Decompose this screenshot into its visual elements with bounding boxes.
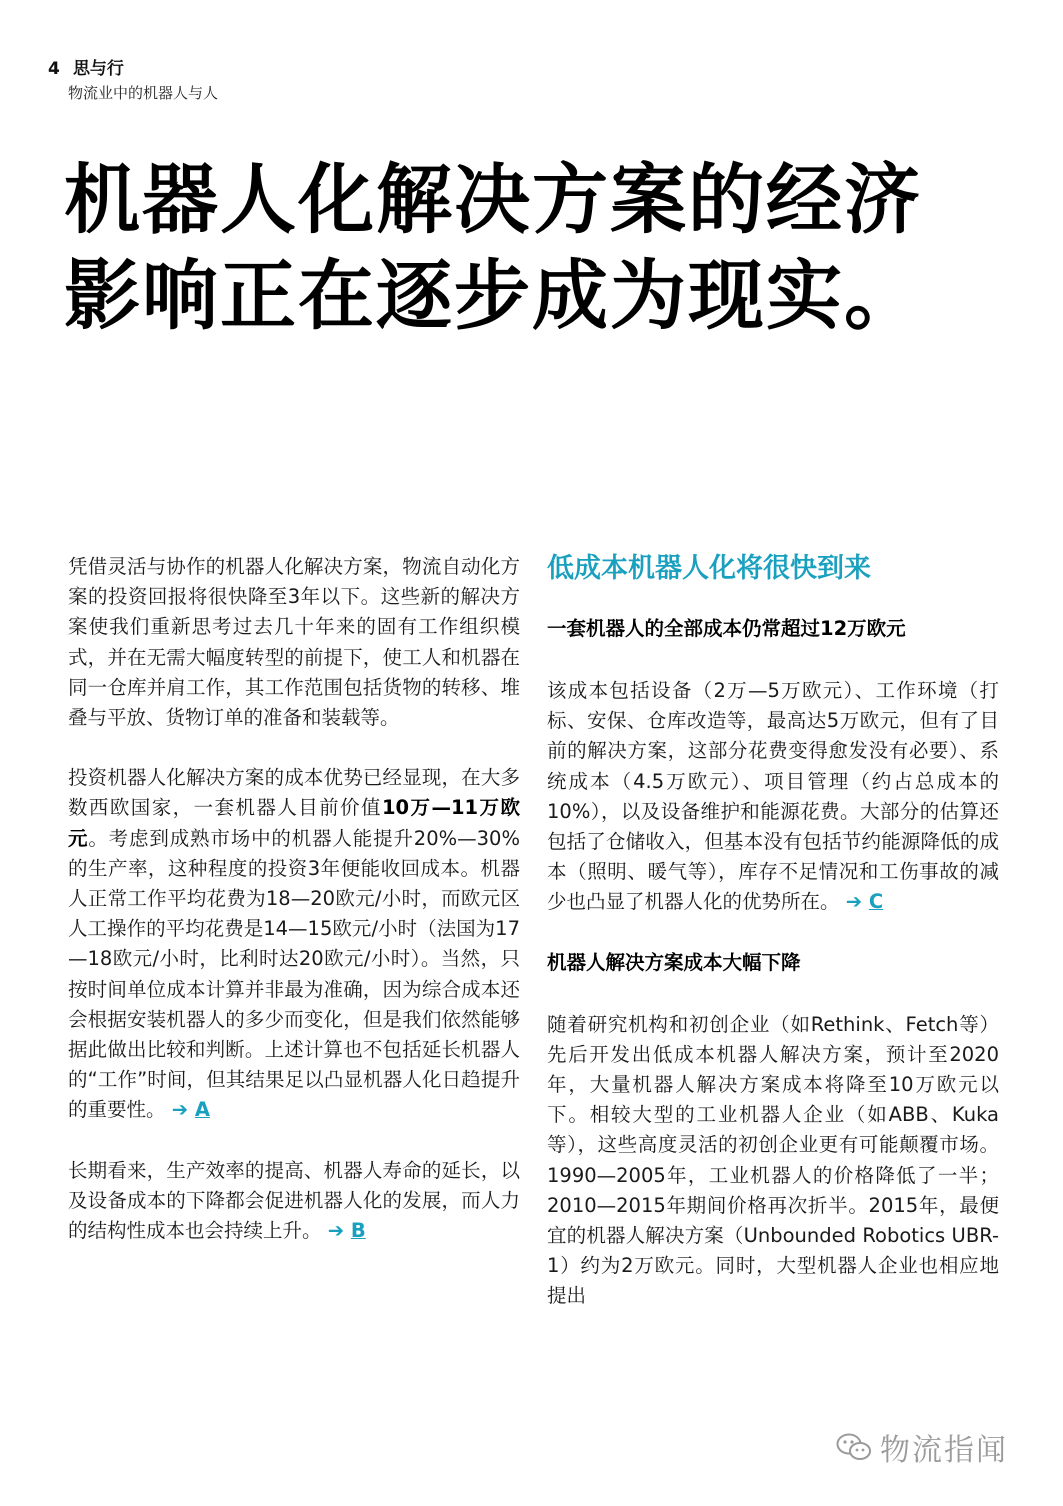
arrow-right-icon: ➔ bbox=[327, 1219, 345, 1243]
reference-letter-a: A bbox=[194, 1098, 210, 1122]
left-paragraph-3-text: 长期看来，生产效率的提高、机器人寿命的延长，以及设备成本的下降都会促进机器人化的发展，而人力的结构性成本也会持续上升。 bbox=[68, 1158, 520, 1243]
left-column bbox=[68, 552, 520, 1276]
section-heading: 低成本机器人化将很快到来 bbox=[547, 553, 871, 584]
left-paragraph-2-text-b: 。考虑到成熟市场中的机器人能提升20%—30%的生产率，这种程度的投资3年便能收回成本。机器人正常工作平均花费为18—20欧元/小时，而欧元区人工操作的平均花费是14—15欧元/小时（法国为17—18欧元/小时，比利时达20欧元/小时）。当然，只按时间单位成本计算并非最为准确，因为综合成本还会根据安装机器人的多少而变化，但是我们依然能够据此做出比较和判断。上述计算也不包括延长机器人的“工作”时间，但其结果足以凸显机器人化日趋提升的重要性。 bbox=[68, 826, 520, 1122]
robot-price-highlight: 10万—11万欧元 bbox=[68, 796, 520, 850]
reference-link-b[interactable] bbox=[328, 1219, 366, 1242]
headline-line-2: 影响正在逐步成为现实。 bbox=[64, 251, 922, 340]
arrow-right-icon: ➔ bbox=[171, 1098, 189, 1122]
page-subtitle: 物流业中的机器人与人 bbox=[68, 84, 219, 102]
section-name: 思与行 bbox=[72, 59, 124, 79]
subheading-cost-decline: 机器人解决方案成本大幅下降 bbox=[547, 950, 801, 974]
left-paragraph-1: 凭借灵活与协作的机器人化解决方案，物流自动化方案的投资回报将很快降至3年以下。这些新的解决方案使我们重新思考过去几十年来的固有工作组织模式，并在无需大幅度转型的前提下，使工人和机器在同一仓库并肩工作，其工作范围包括货物的转移、堆叠与平放、货物订单的准备和装载等。 bbox=[68, 555, 520, 730]
page-number: 4 bbox=[48, 59, 60, 79]
reference-letter-c: C bbox=[868, 890, 884, 914]
right-paragraph-1-text: 该成本包括设备（2万—5万欧元）、工作环境（打标、安保、仓库改造等，最高达5万欧元，但有了目前的解决方案，这部分花费变得愈发没有必要）、系统成本（4.5万欧元）、项目管理（约占总成本的10%），以及设备维护和能源花费。大部分的估算还包括了仓储收入，但基本没有包括节约能源降低的成本（照明、暖气等），库存不足情况和工伤事故的减少也凸显了机器人化的优势所在。 bbox=[547, 679, 999, 914]
right-paragraph-2: 随着研究机构和初创企业（如Rethink、Fetch等）先后开发出低成本机器人解决方案，预计至2020年，大量机器人解决方案成本将降至10万欧元以下。相较大型的工业机器人企业（如ABB、Kuka等），这些高度灵活的初创企业更有可能颠覆市场。1990—2005年，工业机器人的价格降低了一半；2010—2015年期间价格再次折半。2015年，最便宜的机器人解决方案（Unbounded Robotics UBR-1）约为2万欧元。同时，大型机器人企业也相应地提出 bbox=[547, 1012, 999, 1308]
reference-link-a[interactable] bbox=[172, 1098, 210, 1121]
right-paragraph-1 bbox=[547, 676, 999, 918]
arrow-right-icon: ➔ bbox=[845, 890, 863, 914]
page-header bbox=[48, 54, 124, 79]
subheading-total-cost: 一套机器人的全部成本仍常超过12万欧元 bbox=[547, 617, 906, 640]
left-paragraph-2 bbox=[68, 763, 520, 1125]
wechat-icon bbox=[836, 1431, 872, 1463]
reference-letter-b: B bbox=[350, 1219, 366, 1243]
left-paragraph-2-text-a: 投资机器人化解决方案的成本优势已经显现，在大多数西欧国家，一套机器人目前价值 bbox=[68, 766, 520, 820]
right-column bbox=[547, 552, 999, 1342]
watermark-text: 物流指闻 bbox=[880, 1433, 1008, 1468]
reference-link-c[interactable] bbox=[846, 890, 883, 913]
headline bbox=[64, 152, 1024, 344]
headline-line-1: 机器人化解决方案的经济 bbox=[64, 155, 922, 244]
watermark bbox=[836, 1422, 1046, 1472]
left-paragraph-3 bbox=[68, 1156, 520, 1247]
